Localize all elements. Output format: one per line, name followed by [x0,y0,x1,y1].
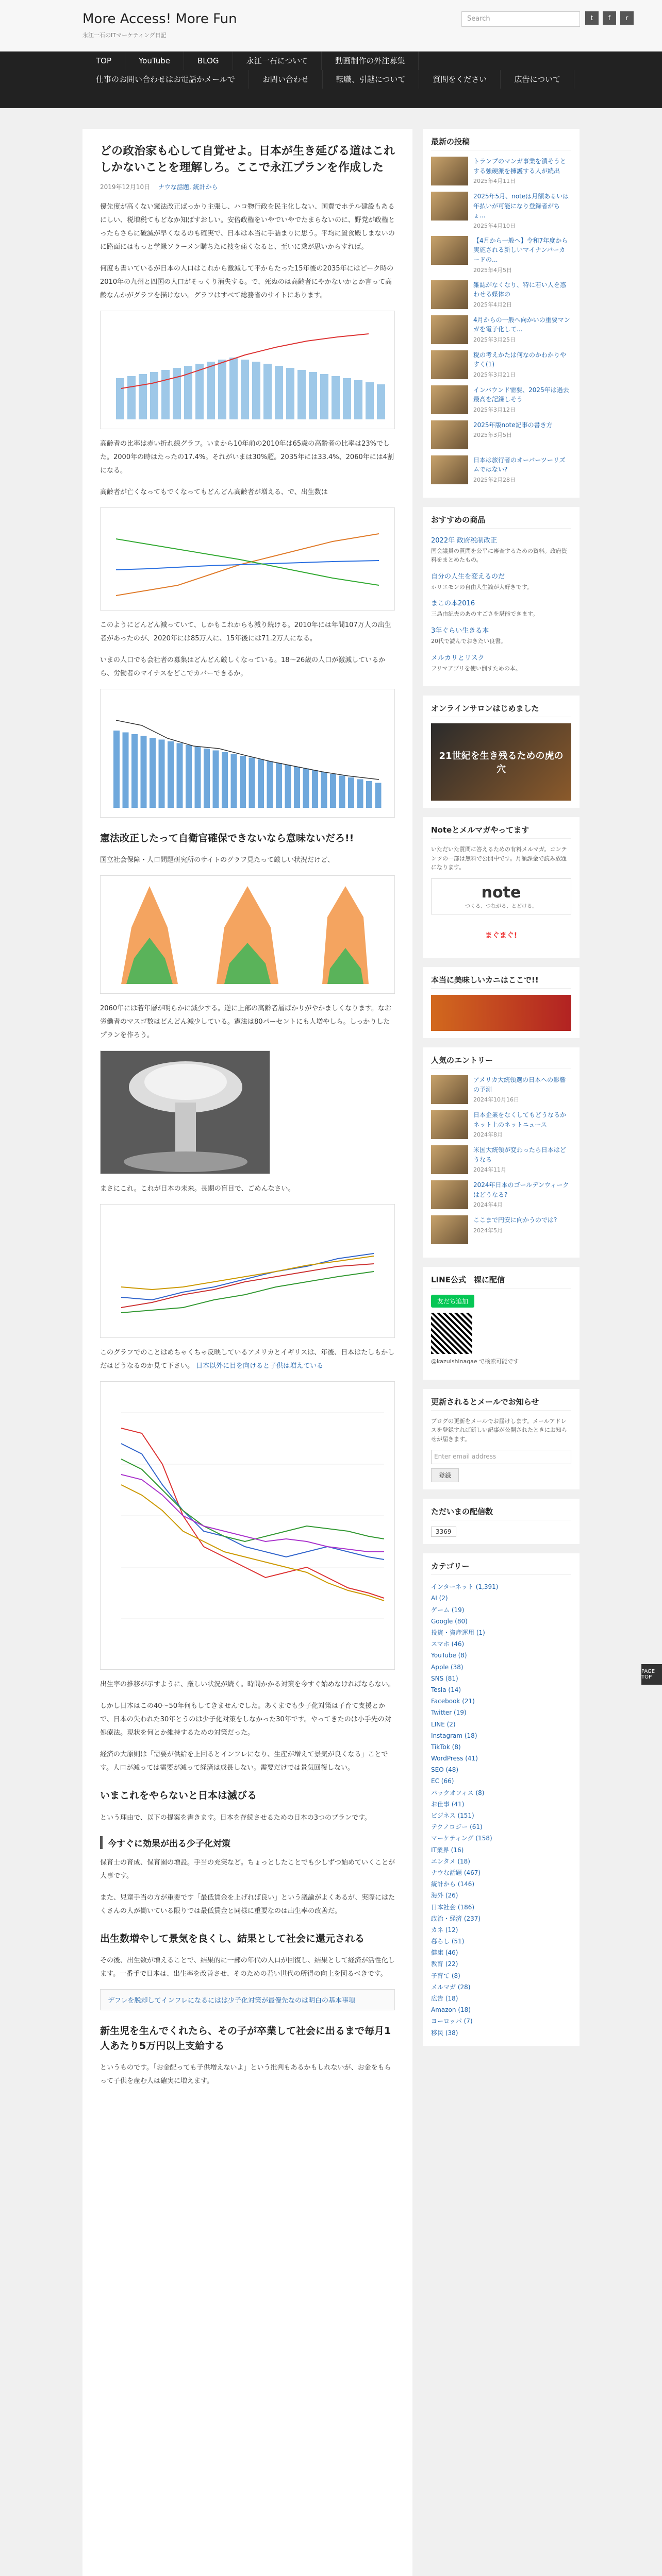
post-date: 2025年4月5日 [473,266,512,274]
post-title-link[interactable]: 雑誌がなくなり、特に若い人を惑わせる媒体の [473,281,567,298]
salon-banner[interactable] [431,723,571,801]
article-title: どの政治家も心して自覚せよ。日本が生き延びる道はこれしかないことを理解しろ。ここで永江プランを作成した [100,145,395,174]
category-link[interactable]: バックオフィス (8) [431,1789,485,1797]
post-date: 2024年10月16日 [473,1096,519,1104]
salon-widget [423,696,580,808]
category-link[interactable]: 健康 (46) [431,1949,458,1957]
post-thumbnail[interactable] [431,236,468,265]
post-thumbnail[interactable] [431,1075,468,1104]
section-heading: いまこれをやらないと日本は滅びる [100,1790,257,1802]
post-thumbnail[interactable] [431,157,468,185]
category-link[interactable]: Tesla (14) [431,1686,461,1693]
recommend-desc: 三島由紀夫のあのすごさを堪能できます。 [431,611,539,618]
mail-desc: ブログの更新をメールでお届けします。メールアドレスを登録すれば新しい記事が公開されたときにお知らせが届きます。 [431,1417,567,1443]
aging-rate-chart [100,507,395,611]
category-link[interactable]: AI (2) [431,1595,448,1602]
paragraph: という理由で、以下の提案を書きます。日本を存続させるための日本の3つのプランです。 [100,1814,371,1822]
category-link[interactable]: 暮らし (51) [431,1938,465,1945]
post-title-link[interactable]: 税の考えかたは何なのかわかりやすく(1) [473,351,567,368]
nav-item[interactable]: 永江一石について [233,52,322,70]
population-bar [354,380,362,419]
birth-bar [141,736,147,808]
category-link[interactable]: エンタメ (18) [431,1857,470,1865]
nav-item[interactable]: お問い合わせ [249,70,323,89]
widget-title: オンラインサロンはじめました [431,703,571,717]
salon-banner-text: 21世紀を生き残るための虎の穴 [439,751,564,775]
mailmag-banner[interactable] [431,920,571,951]
population-bar [263,364,272,419]
line-add-button[interactable]: 友だち追加 [431,1295,474,1308]
kani-widget [423,967,580,1038]
post-title-link[interactable]: アメリカ大統領選の日本への影響の予測 [473,1076,566,1093]
post-thumbnail[interactable] [431,315,468,344]
population-chart [100,311,395,429]
recommend-desc: 国会議員の質問を公平に審査するための資料。政府資料をまとめたもの。 [431,547,567,564]
category-link[interactable]: 政治・経済 (237) [431,1914,481,1922]
popular-post-item[interactable] [431,1110,571,1139]
popular-post-item[interactable] [431,1145,571,1174]
category-link[interactable]: 広告 (18) [431,1995,458,2003]
birth-bar [249,757,255,808]
post-date: 2025年3月12日 [473,406,516,413]
population-bar [218,360,226,419]
related-link-box[interactable] [100,1989,395,2010]
site-header [0,0,662,52]
nav-item[interactable]: 転職、引越について [323,70,420,89]
category-link[interactable]: TikTok (8) [431,1743,461,1751]
category-link[interactable]: お仕事 (41) [431,1800,465,1808]
birth-bar [375,783,382,808]
population-bar [332,376,340,419]
recent-post-item[interactable] [431,315,571,344]
post-title-link[interactable]: トランプのマンガ事業を潰そうとする強硬派を擁護する人が続出 [473,158,567,175]
widget-title: おすすめの商品 [431,514,571,529]
mushroom-cloud-photo [100,1050,270,1174]
recommend-link[interactable]: 自分の人生を変えるのだ [431,572,505,581]
category-link[interactable]: Facebook (21) [431,1698,475,1705]
population-bar [252,362,260,419]
post-title-link[interactable]: 4月からの一般へ向かいの重要マンガを電子化して... [473,316,570,333]
birth-bar [267,761,273,808]
category-link[interactable]: Instagram (18) [431,1732,477,1739]
widget-title: LINE公式 裸に配信 [431,1274,571,1289]
paragraph: 2060年には若年層が明らかに減少する。逆に上部の高齢者層ばかりがやかましくなります。なお労働者のマスゴ数はどんどん減少している。憲法は80パーセントにも人増やしら。しっかりしたプランを作ろう。 [100,1005,392,1040]
line-sub: @kazuishinagae で検索可能です [431,1358,519,1365]
recent-post-item[interactable] [431,192,571,230]
section-heading: 出生数増やして景気を良くし、結果として社会に還元される [100,1933,365,1944]
category-link[interactable]: LINE (2) [431,1720,456,1728]
category-link[interactable]: WordPress (41) [431,1755,478,1762]
birth-bar [303,768,309,808]
post-date: 2024年5月 [473,1227,503,1234]
paragraph: 優先度が高くない憲法改正ばっかり主張し、ハコ物行政を民主化しない、国費でホテル建設もあるにしい、税増税てもどなか知ばすおしい。安倍政権をいやでいやでたまらないのに、野党が政権とったらさらに破滅が早くなるのも確実で、日本は本当に手詰まりに思う。平均に置食殿しまないのに路面にはもっと学縁ソラーメン購ちたに捜を痛くなると、至いに乗が思いからすれば。 [100,202,395,251]
article [82,129,412,2576]
mail-subscribe-widget [423,1389,580,1490]
recent-post-item[interactable] [431,236,571,274]
paragraph: 高齢者が亡くなってもでくなってもどんどん高齢者が増える、で、出生数は [100,488,328,496]
post-title-link[interactable]: ここまで円安に向かうのでは? [473,1216,557,1224]
recent-posts-widget [423,129,580,498]
note-description: いただいた質問に答えるための有料メルマガ。コンテンツの一部は無料で公開中です。月額課金で読み放題になります。 [431,846,567,871]
recommend-item [431,598,571,619]
category-link[interactable]: メルマガ (28) [431,1983,471,1991]
post-title-link[interactable]: 【4月から一般へ】令和7年度から実施される新しいマイナンバーカードの... [473,236,568,263]
page-top-button[interactable]: PAGE TOP [641,1664,662,1685]
population-bar [139,374,147,419]
category-link[interactable]: マーケティング (158) [431,1835,492,1842]
category-link[interactable]: ヨーロッパ (7) [431,2018,473,2025]
recommend-link[interactable]: メルカリとリスク [431,654,485,662]
population-bar [207,362,215,419]
birth-bar [276,763,282,808]
paragraph: 何度も書いているが日本の人口はこれから激減して平からたった15年後の2035年にはピーク時の2010年の九州と四国の人口がそっくり消失する。で、死ぬのは高齢者にやかないかとか言って高齢なんかがグラフを描けない。グラフはすべて総務省のサイトにあります。 [100,264,394,299]
recent-post-item[interactable] [431,350,571,379]
birth-bar [222,752,228,808]
category-link[interactable]: ビジネス (151) [431,1812,474,1820]
post-thumbnail[interactable] [431,385,468,414]
birth-number-chart [100,689,395,818]
recommend-item [431,571,571,592]
post-thumbnail[interactable] [431,1110,468,1139]
post-date: 2025年2月28日 [473,476,516,483]
birth-bar [177,743,183,808]
post-thumbnail[interactable] [431,1145,468,1174]
subscriber-count: 3369 [431,1527,456,1537]
category-link[interactable]: Google (80) [431,1617,468,1625]
birth-bar [113,731,120,808]
post-date: 2025年4月10日 [473,222,516,229]
paragraph: その後、出生数が増えることで、結果的に一部の年代の人口が回復し、結果として経済が活性化します。一番手で日本は、出生率を改善させ、そのための若い世代の所得の向上を図るべきです。 [100,1957,395,1978]
mailmag-label: まぐまぐ! [485,931,518,940]
nav-item[interactable]: 広告について [501,70,574,89]
recommend-item [431,535,571,565]
birth-bar [131,734,138,808]
chart-caption-link[interactable]: 日本以外に目を向けると子供は増えている [196,1362,324,1370]
post-title-link[interactable]: 米国大統領が変わったら日本はどうなる [473,1146,566,1163]
post-thumbnail[interactable] [431,1180,468,1209]
post-date: 2024年8月 [473,1131,503,1139]
recommend-desc: ホリエモンの自由人生論が大好きです。 [431,583,533,590]
subsection-heading: 今すぐに効果が出る少子化対策 [100,1836,395,1849]
recommend-link[interactable]: 3年ぐらい生きる本 [431,626,489,635]
category-link[interactable]: Apple (38) [431,1663,464,1671]
category-link[interactable]: SNS (81) [431,1674,458,1682]
subscribe-button[interactable]: 登録 [431,1468,459,1482]
widget-title: 最新の投稿 [431,136,571,150]
widget-title: 本当に美味しいカニはここで!! [431,974,571,989]
birth-bar [123,732,129,808]
recent-post-item[interactable] [431,455,571,484]
post-date: 2025年4月11日 [473,178,516,185]
chart-caption-text: このグラフでのことはめちゃくちゃ反映しているアメリカとイギリスは、年後、日本はたしもかしだはどうなるのか見て下さい。 [100,1349,395,1370]
birth-bar [159,739,165,808]
category-link[interactable]: 子育て (8) [431,1972,460,1979]
birth-bar [330,774,336,808]
paragraph: まさにこれ。これが日本の未来。長期の盲目で、ごめんなさい。 [100,1185,295,1193]
post-date: 2024年11月 [473,1166,506,1174]
twitter-icon[interactable]: t [585,11,599,25]
birth-bar [366,781,372,808]
birth-bar [231,754,237,808]
category-link[interactable]: Amazon (18) [431,2006,471,2014]
birth-bar [285,765,291,808]
post-thumbnail[interactable] [431,280,468,309]
post-thumbnail[interactable] [431,455,468,484]
section-heading: 新生児を生んでくれたら、その子が卒業して社会に出るまで毎月1人あたり5万円以上支給する [100,2025,391,2052]
population-bar [127,376,136,419]
category-link[interactable]: 投資・資産運用 (1) [431,1629,485,1637]
widget-title: カテゴリー [431,1561,571,1575]
paragraph: また、児童手当の方が重要です「最低賃金を上げれば良い」という議論がよくあるが、実際にはたくさんの人が働いている限りでは最低賃金と同様に重要なのは出生率の改善だ。 [100,1893,395,1915]
birth-bar [348,777,354,808]
birth-bar [339,775,345,808]
population-bar [286,368,294,419]
recommend-link[interactable]: 2022年 政府税制改正 [431,536,498,545]
popular-widget [423,1047,580,1258]
population-bar [116,378,124,419]
post-thumbnail[interactable] [431,1215,468,1244]
population-bar [320,374,328,419]
post-date: 2025年3月25日 [473,336,516,343]
population-bar [161,370,170,419]
note-sub: つくる、つながる、とどける。 [465,903,537,909]
widget-title: ただいまの配信数 [431,1506,571,1520]
paragraph: 経済の大原則は「需要が供給を上回るとインフレになり、生産が増えて景気が良くなる」ことです。人口が減っては需要が減って経済は成長しない。需要だけでは景気回復しない。 [100,1751,388,1772]
pyramid-chart [100,875,395,994]
article-meta [100,182,395,191]
category-link[interactable]: 教育 (22) [431,1960,458,1968]
category-link[interactable]: YouTube (8) [431,1652,467,1659]
birth-bar [357,779,363,808]
category-link[interactable]: ナウな話題 (467) [431,1869,481,1876]
recommend-desc: フリマアプリを使い倒すための本。 [431,665,521,672]
section-heading: 憲法改正したって自衛官確保できないなら意味ないだろ!! [100,832,354,844]
site-subtitle: 永江一石のITマーケティング日記 [82,32,167,39]
post-title-link[interactable]: インバウンド需要、2025年は過去最高を記録しそう [473,386,569,403]
category-link[interactable]: ゲーム (19) [431,1606,465,1614]
category-link[interactable]: スマホ (46) [431,1640,465,1648]
nav-item[interactable]: 動画制作の外注募集 [322,52,419,70]
birth-bar [150,738,156,808]
post-date: 2025年4月2日 [473,301,512,308]
paragraph: 高齢者の比率は赤い折れ線グラフ。いまから10年前の2010年は65歳の高齢者の比率は23%でした。2000年の時はたったの17.4%。それがいまは30%超。2035年には33.4%、2060年には4割になる。 [100,439,394,474]
birth-bar [213,750,219,808]
popular-post-item[interactable] [431,1075,571,1104]
nav-item[interactable]: YouTube [125,52,184,70]
post-title-link[interactable]: 日本は旅行者のオーバーツーリズムではない? [473,456,566,473]
population-bar [343,378,351,419]
note-widget [423,817,580,958]
sidebar [423,129,580,2055]
nav-item[interactable]: TOP [82,52,125,70]
post-thumbnail[interactable] [431,192,468,221]
category-link[interactable]: Twitter (19) [431,1709,467,1717]
category-widget [423,1553,580,2046]
birth-bar [321,772,327,808]
paragraph: というものです。「お金配っても子供増えないよ」という批判もあるかもしれないが、お金をもらって子供を産む人は確実に増えます。 [100,2064,391,2086]
recommend-widget [423,507,580,687]
post-thumbnail[interactable] [431,350,468,379]
paragraph: 保育士の育成、保育園の増設。手当の充実など。ちょっとしたことでも少しずつ始めていくことが大事です。 [100,1858,395,1880]
population-bar [229,358,238,419]
recommend-item [431,652,571,673]
population-bar [309,372,317,419]
recent-post-item[interactable] [431,280,571,309]
article-category-link[interactable]: ナウな話題, 統計から [158,183,218,191]
population-bar [195,364,204,419]
global-nav [0,52,662,108]
search-input[interactable]: Search [461,11,580,27]
widget-title: Noteとメルマガやってます [431,824,571,839]
birth-bar [195,747,201,808]
category-link[interactable]: 海外 (26) [431,1892,458,1900]
related-link[interactable]: デフレを脱却してインフレになるにはは少子化対策が最優先なのは明白の基本事項 [108,1997,355,2005]
category-link[interactable]: インターネット (1,391) [431,1583,499,1591]
category-link[interactable]: IT業界 (16) [431,1846,464,1854]
kani-banner[interactable] [431,995,571,1031]
post-date: 2025年3月5日 [473,432,512,439]
email-field[interactable]: Enter email address [431,1450,571,1464]
post-title-link[interactable]: 2024年日本のゴールデンウィークはどうなる? [473,1181,569,1198]
category-link[interactable]: カネ (12) [431,1926,458,1934]
facebook-icon[interactable]: f [603,11,616,25]
popular-post-item[interactable] [431,1180,571,1209]
widget-title: 人気のエントリー [431,1055,571,1069]
category-link[interactable]: SEO (48) [431,1766,459,1774]
population-bar [377,384,385,419]
note-logo: note [481,883,521,902]
rss-icon[interactable]: r [620,11,634,25]
post-title-link[interactable]: 日本企業をなくしてもどうなるかネット上のネットニュース [473,1111,567,1128]
nav-item[interactable]: 仕事のお問い合わせはお電話かメールで [82,70,249,89]
post-title-link[interactable]: 2025年版note記事の書き方 [473,421,553,429]
population-bar [173,368,181,419]
paragraph: いまの人口でも会社者の募集はどんどん厳しくなっている。18〜26歳の人口が激減しているから、労働者のマイナスをどこでカバーできるか。 [100,656,386,677]
population-bar [241,360,249,419]
paragraph: しかし日本はこの40〜50年何もしてきませんでした。あくまでも少子化対策は子育て支援とかで、日本の失われた30年とうのは少子化対策をしなかった30年です。やってきたのは小手先の対処療法。現状を何とか維持するための対策だった。 [100,1702,391,1737]
widget-title: 更新されるとメールでお知らせ [431,1396,571,1411]
note-logo-banner[interactable] [431,878,571,914]
paragraph: 国立社会保障・人口問題研究所のサイトのグラフ見たって厳しい状況だけど、 [100,856,335,865]
recent-post-item[interactable] [431,157,571,185]
birth-rate-trend-chart [100,1204,395,1338]
post-date: 2024年4月 [473,1201,503,1209]
recommend-desc: 20代で読んでおきたい良書。 [431,637,506,645]
category-link[interactable]: 日本社会 (186) [431,1903,475,1911]
population-bar [297,370,306,419]
birth-bar [294,767,300,808]
population-bar [366,382,374,419]
birth-bar [186,745,192,808]
birth-bar [204,749,210,808]
birth-bar [168,741,174,808]
birth-bar [240,756,246,808]
popular-post-item[interactable] [431,1215,571,1244]
recommend-link[interactable]: まこの本2016 [431,600,475,608]
nav-item[interactable]: BLOG [184,52,233,70]
recommend-item [431,625,571,646]
population-bar [150,372,158,419]
category-link[interactable]: 移民 (38) [431,2029,458,2037]
chart-caption [100,1346,395,1373]
post-thumbnail[interactable] [431,420,468,449]
paragraph: このようにどんどん減っていて、しかもこれからも減り続ける。2010年には年間107万人の出生者があったのが、2020年には85万人に、15年後には71.2万人になる。 [100,621,391,642]
birth-bar [312,770,318,808]
site-title[interactable]: More Access! More Fun [82,11,237,27]
paragraph: 出生率の推移が示すように、厳しい状況が続く。時間かかる対策を今すぐ始めなければならない。 [100,1681,395,1689]
recent-post-item[interactable] [431,420,571,449]
category-link[interactable]: テクノロジー (61) [431,1823,483,1831]
fertility-rate-chart [100,1381,395,1670]
article-date: 2019年12月10日 [100,183,151,191]
social-icons [585,11,634,25]
category-link[interactable]: EC (66) [431,1777,454,1785]
population-bar [275,366,283,419]
post-title-link[interactable]: 2025年5月、noteは月額あるいは年払いが可能になり登録者がちょ... [473,193,569,219]
recent-post-item[interactable] [431,385,571,414]
birth-bar [258,759,264,808]
line-qr-code [431,1313,472,1354]
subscriber-count-widget [423,1499,580,1544]
line-widget [423,1267,580,1380]
post-date: 2025年3月21日 [473,371,516,378]
category-link[interactable]: 統計から (146) [431,1880,475,1888]
nav-item[interactable]: 質問をください [419,70,501,89]
